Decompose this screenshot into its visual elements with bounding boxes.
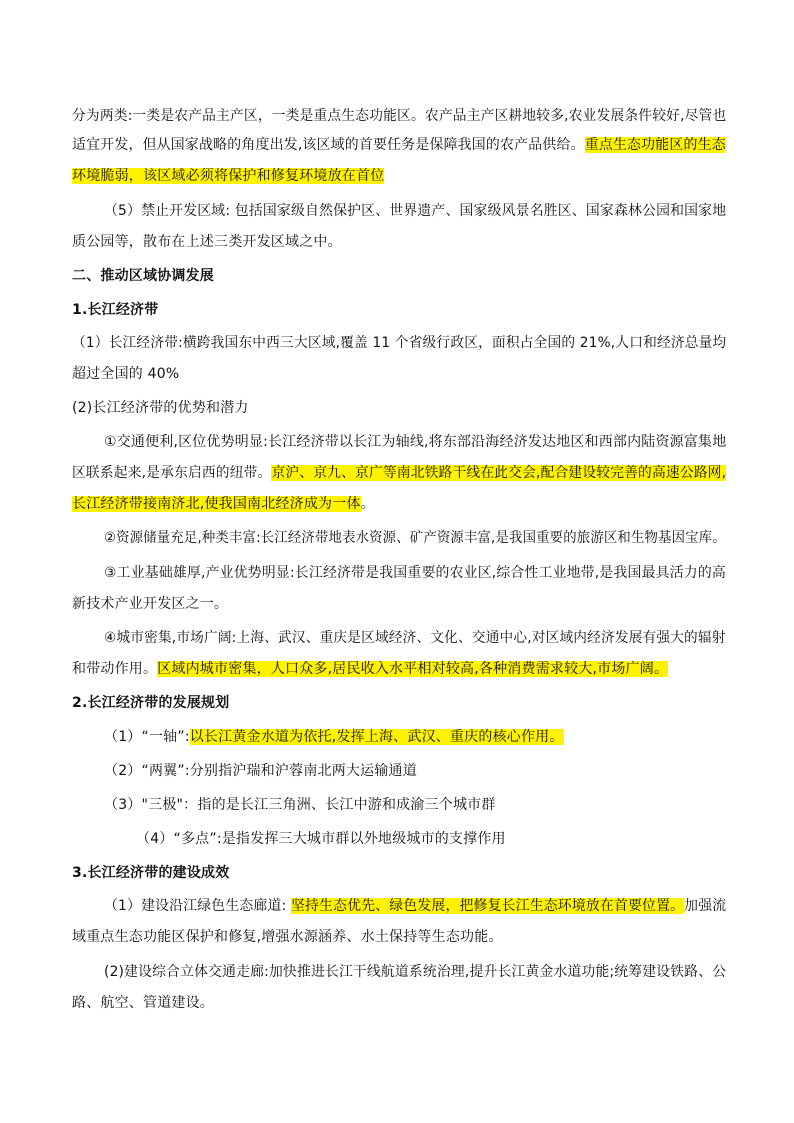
highlighted-text: 区域内城市密集，人口众多,居民收入水平相对较高,各种消费需求较大,市场广阔。 xyxy=(157,661,669,677)
paragraph-line xyxy=(72,993,214,1013)
highlighted-text: 坚持生态优先、绿色发展，把修复长江生态环境放在首要位置。 xyxy=(290,898,685,914)
paragraph-line xyxy=(72,494,375,514)
paragraph-line xyxy=(72,659,668,679)
text-run: 超过全国的 40% xyxy=(72,366,180,382)
text-run: ④城市密集,市场广阔:上海、武汉、重庆是区域经济、文化、交通中心,对区域内经济发展有强大的辐射 xyxy=(104,630,726,646)
highlighted-text: 环境脆弱，该区域必须将保护和修复环境放在首位 xyxy=(72,168,385,184)
paragraph-line xyxy=(72,594,228,614)
text-run: （4）“多点”:是指发挥三大城市群以外地级城市的支撑作用 xyxy=(136,831,506,847)
text-run: (2)建设综合立体交通走廊:加快推进长江干线航道系统治理,提升长江黄金水道功能;统筹建设铁路、公 xyxy=(104,964,727,980)
paragraph-line xyxy=(104,761,417,781)
paragraph-line xyxy=(72,232,342,252)
subsection-heading: 2.长江经济带的发展规划 xyxy=(72,695,230,711)
paragraph-line xyxy=(72,135,726,155)
subsection-heading: 1.长江经济带 xyxy=(72,302,159,318)
paragraph-line xyxy=(104,628,726,648)
paragraph-line xyxy=(104,795,496,815)
text-run: （3）"三极"：指的是长江三角洲、长江中游和成渝三个城市群 xyxy=(104,797,496,813)
paragraph-line xyxy=(72,106,726,126)
paragraph-line xyxy=(72,463,726,483)
highlighted-text: 长江经济带接南济北,使我国南北经济成为一体 xyxy=(72,496,361,512)
text-run: 适宜开发，但从国家战略的角度出发,该区域的首要任务是保障我国的农产品供给。 xyxy=(72,137,585,153)
text-run: (2)长江经济带的优势和潜力 xyxy=(72,400,249,416)
text-run: 域重点生态功能区保护和修复,增强水源涵养、水土保持等生态功能。 xyxy=(72,929,503,945)
text-run: ②资源储量充足,种类丰富:长江经济带地表水资源、矿产资源丰富,是我国重要的旅游区和生物基因宝库。 xyxy=(104,530,726,546)
text-run: （1）建设沿江绿色生态廊道: xyxy=(104,898,291,914)
text-run: （5）禁止开发区域: 包括国家级自然保护区、世界遗产、国家级风景名胜区、国家森林公园和国家地 xyxy=(104,203,727,219)
paragraph-line xyxy=(72,364,179,384)
paragraph-line xyxy=(104,727,564,747)
paragraph-line xyxy=(104,563,726,583)
text-run: 。 xyxy=(360,496,375,512)
paragraph-line xyxy=(72,166,384,186)
text-run: 分为两类:一类是农产品主产区，一类是重点生态功能区。农产品主产区耕地较多,农业发展条件较好,尽管也 xyxy=(72,108,727,124)
text-run: （2）“两翼”:分别指沪瑞和沪蓉南北两大运输通道 xyxy=(104,763,417,779)
paragraph-line xyxy=(136,829,506,849)
highlighted-text: 以长江黄金水道为依托,发挥上海、武汉、重庆的核心作用。 xyxy=(189,729,564,745)
paragraph-line xyxy=(104,528,726,548)
section-heading: 二、推动区域协调发展 xyxy=(72,268,214,284)
text-run: ①交通便利,区位优势明显:长江经济带以长江为轴线,将东部沿海经济发达地区和西部内陆资源富集地 xyxy=(104,434,727,450)
subsection-heading: 3.长江经济带的建设成效 xyxy=(72,865,230,881)
highlighted-text: 京沪、京九、京广等南北铁路干线在此交会,配合建设较完善的高速公路网, xyxy=(271,465,727,481)
text-run: （1）长江经济带:横跨我国东中西三大区域,覆盖 11 个省级行政区，面积占全国的 21%,人口和经济总量均 xyxy=(72,335,727,351)
paragraph-line xyxy=(104,201,726,221)
paragraph-line xyxy=(104,962,726,982)
highlighted-text: 重点生态功能区的生态 xyxy=(584,137,726,153)
paragraph-line xyxy=(72,927,503,947)
text-run: （1）“一轴”: xyxy=(104,729,190,745)
paragraph-line xyxy=(72,398,249,418)
paragraph-line xyxy=(104,432,726,452)
text-run: 新技术产业开发区之一。 xyxy=(72,596,229,612)
paragraph-line xyxy=(72,333,726,353)
text-run: 区联系起来,是承东启西的纽带。 xyxy=(72,465,272,481)
text-run: 和带动作用。 xyxy=(72,661,158,677)
text-run: 路、航空、管道建设。 xyxy=(72,995,214,1011)
text-run: ③工业基础雄厚,产业优势明显:长江经济带是我国重要的农业区,综合性工业地带,是我国最具活力的高 xyxy=(104,565,726,581)
text-run: 加强流 xyxy=(684,898,727,914)
text-run: 质公园等，散布在上述三类开发区域之中。 xyxy=(72,234,342,250)
paragraph-line xyxy=(104,896,726,916)
